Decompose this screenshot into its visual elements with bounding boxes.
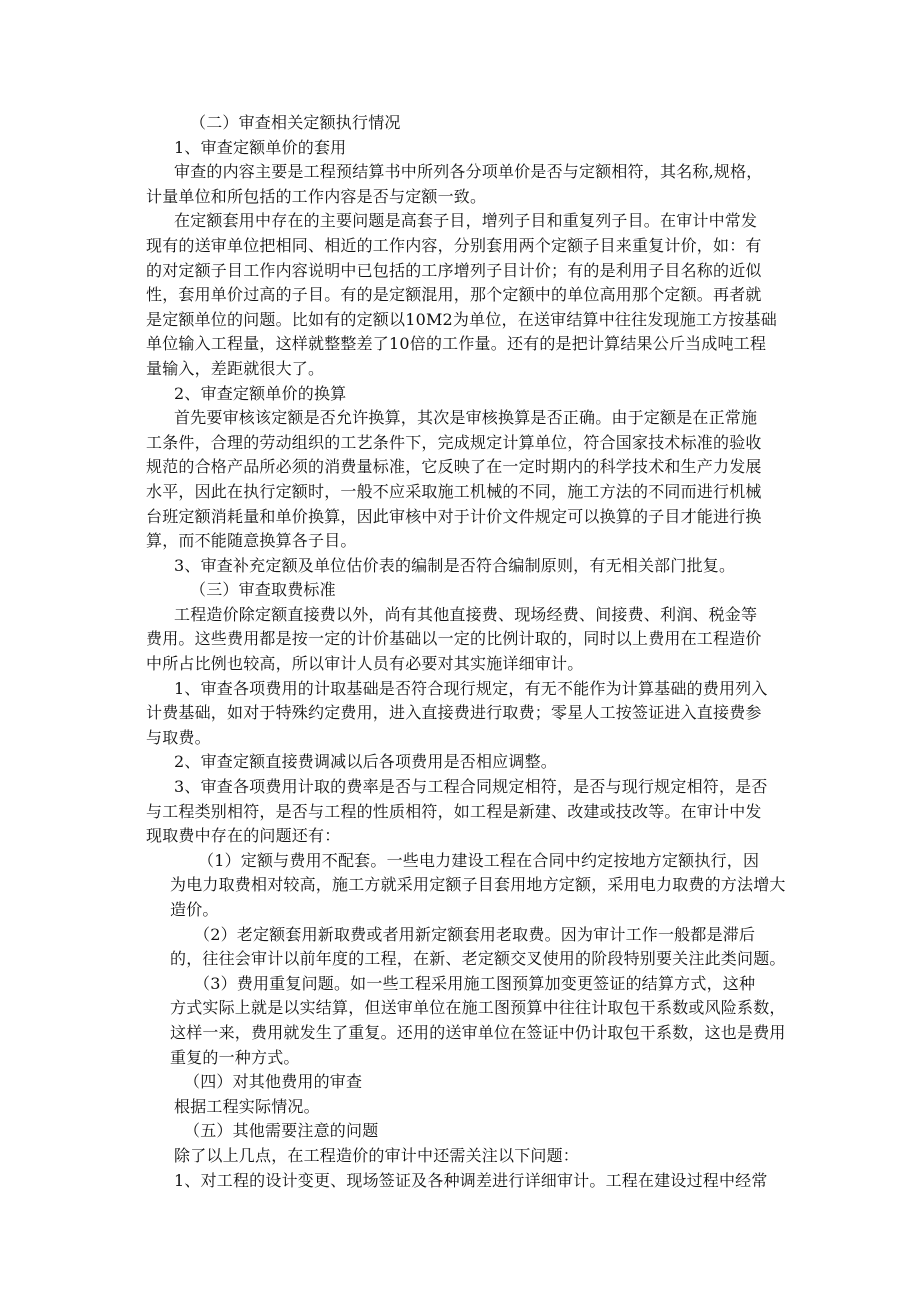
text-line: 1、审查定额单价的套用 bbox=[174, 137, 347, 157]
text-line: 3、审查补充定额及单位估价表的编制是否符合编制原则，有无相关部门批复。 bbox=[174, 555, 736, 575]
text-line: 1、审查各项费用的计取基础是否符合现行规定，有无不能作为计算基础的费用列入 bbox=[174, 678, 768, 698]
text-line: 1、对工程的设计变更、现场签证及各种调差进行详细审计。工程在建设过程中经常 bbox=[174, 1170, 768, 1190]
text-line: 在定额套用中存在的主要问题是高套子目，增列子目和重复列子目。在审计中常发 bbox=[174, 211, 758, 231]
text-line: 这样一来，费用就发生了重复。还用的送审单位在签证中仍计取包干系数，这也是费用 bbox=[170, 1022, 786, 1042]
text-line: 台班定额消耗量和单价换算，因此审核中对于计价文件规定可以换算的子目才能进行换 bbox=[146, 506, 762, 526]
text-line: 3、审查各项费用计取的费率是否与工程合同规定相符，是否与现行规定相符，是否 bbox=[174, 777, 768, 797]
text-line: 造价。 bbox=[170, 900, 219, 919]
text-line: 与工程类别相符，是否与工程的性质相符，如工程是新建、改建或技改等。在审计中发 bbox=[146, 801, 762, 821]
text-line: 首先要审核该定额是否允许换算，其次是审核换算是否正确。由于定额是在正常施 bbox=[174, 408, 758, 428]
text-line: 性，套用单价过高的子目。有的是定额混用，那个定额中的单位高用那个定额。再者就 bbox=[146, 285, 762, 305]
text-line: （3）费用重复问题。如一些工程采用施工图预算加变更签证的结算方式，这种 bbox=[194, 973, 756, 993]
text-line: （二）审查相关定额执行情况 bbox=[190, 113, 401, 132]
text-line: 审查的内容主要是工程预结算书中所列各分项单价是否与定额相符，其名称,规格， bbox=[174, 162, 763, 182]
text-line: （三）审查取费标准 bbox=[190, 580, 336, 600]
text-line: 算，而不能随意换算各子目。 bbox=[146, 531, 357, 551]
text-line: 中所占比例也较高，所以审计人员有必要对其实施详细审计。 bbox=[146, 654, 584, 674]
text-line: 与取费。 bbox=[146, 727, 211, 747]
text-line: 的对定额子目工作内容说明中已包括的工序增列子目计价；有的是利用子目名称的近似 bbox=[146, 260, 762, 280]
text-line: 除了以上几点，在工程造价的审计中还需关注以下问题： bbox=[174, 1145, 580, 1165]
text-line: 水平，因此在执行定额时，一般不应采取施工机械的不同，施工方法的不同而进行机械 bbox=[146, 481, 762, 501]
text-line: （2）老定额套用新取费或者用新定额套用老取费。因为审计工作一般都是滞后 bbox=[194, 924, 756, 944]
text-line: 工条件，合理的劳动组织的工艺条件下，完成规定计算单位，符合国家技术标准的验收 bbox=[146, 432, 762, 452]
text-line: 是定额单位的问题。比如有的定额以10M2为单位，在送审结算中往往发现施工方按基础 bbox=[146, 309, 777, 329]
text-line: （1）定额与费用不配套。一些电力建设工程在合同中约定按地方定额执行，因 bbox=[198, 850, 760, 870]
text-line: 方式实际上就是以实结算，但送审单位在施工图预算中往往计取包干系数或风险系数， bbox=[170, 998, 786, 1018]
text-line: 计量单位和所包括的工作内容是否与定额一致。 bbox=[146, 186, 487, 206]
text-line: 的，往往会审计以前年度的工程，在新、老定额交叉使用的阶段特别要关注此类问题。 bbox=[170, 949, 786, 969]
text-line: 现有的送审单位把相同、相近的工作内容，分别套用两个定额子目来重复计价，如：有 bbox=[146, 235, 762, 255]
text-line: 规范的合格产品所必须的消费量标准，它反映了在一定时期内的科学技术和生产力发展 bbox=[146, 457, 762, 477]
text-line: 量输入，差距就很大了。 bbox=[146, 358, 325, 378]
text-line: 计费基础，如对于特殊约定费用，进入直接费进行取费；零星人工按签证进入直接费参 bbox=[146, 703, 762, 723]
text-line: 费用。这些费用都是按一定的计价基础以一定的比例计取的，同时以上费用在工程造价 bbox=[146, 629, 762, 649]
text-line: 现取费中存在的问题还有： bbox=[146, 826, 341, 846]
text-line: 工程造价除定额直接费以外，尚有其他直接费、现场经费、间接费、利润、税金等 bbox=[174, 604, 758, 624]
text-line: 单位输入工程量，这样就整整差了10倍的工作量。还有的是把计算结果公斤当成吨工程 bbox=[146, 334, 767, 354]
text-line: 2、审查定额直接费调减以后各项费用是否相应调整。 bbox=[174, 752, 557, 772]
text-line: 重复的一种方式。 bbox=[170, 1047, 300, 1067]
text-line: （四）对其他费用的审查 bbox=[184, 1072, 363, 1092]
text-line: （五）其他需要注意的问题 bbox=[184, 1121, 379, 1141]
document-body bbox=[146, 111, 796, 1193]
text-line: 2、审查定额单价的换算 bbox=[174, 383, 347, 403]
text-line: 为电力取费相对较高，施工方就采用定额子目套用地方定额，采用电力取费的方法增大 bbox=[170, 875, 786, 895]
text-line: 根据工程实际情况。 bbox=[174, 1096, 320, 1116]
